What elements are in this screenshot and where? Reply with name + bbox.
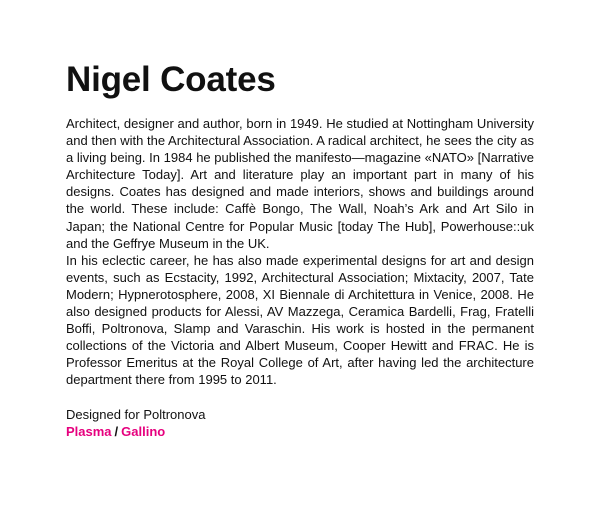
product-separator: /: [114, 423, 119, 439]
credits: [66, 406, 534, 440]
designer-profile: [66, 60, 534, 440]
product-link-plasma[interactable]: Plasma: [66, 423, 112, 439]
product-links: [66, 423, 534, 440]
bio-paragraph-2: In his eclectic career, he has also made experimental designs for art and design events, such as Ecstacity, 1992, Architectural Association; Mixtacity, 2007, Tate Modern; Hypnerotosphere, 2008, XI Biennale di Architettura in Venice, 2008. He also designed products for Alessi, AV Mazzega, Ceramica Bardelli, Frag, Fratelli Boffi, Poltronova, Slamp and Varaschin. His work is hosted in the permanent collections of the Victoria and Albert Museum, Cooper Hewitt and FRAC. He is Professor Emeritus at the Royal College of Art, after having led the architecture department there from 1995 to 2011.: [66, 252, 534, 388]
bio-paragraph-1: Architect, designer and author, born in 1949. He studied at Nottingham University and then with the Architectural Association. A radical architect, he sees the city as a living being. In 1984 he published the manifesto—magazine «NATO» [Narrative Architecture Today]. Art and literature play an important part in many of his designs. Coates has designed and made interiors, shows and buildings around the world. These include: Caffè Bongo, The Wall, Noah’s Ark and Art Silo in Japan; the National Centre for Popular Music [today The Hub], Powerhouse::uk and the Geffrye Museum in the UK.: [66, 116, 534, 251]
designed-for-label: Designed for Poltronova: [66, 406, 206, 422]
page-title: Nigel Coates: [66, 60, 276, 99]
product-link-gallino[interactable]: Gallino: [121, 423, 166, 439]
biography: [66, 115, 534, 389]
